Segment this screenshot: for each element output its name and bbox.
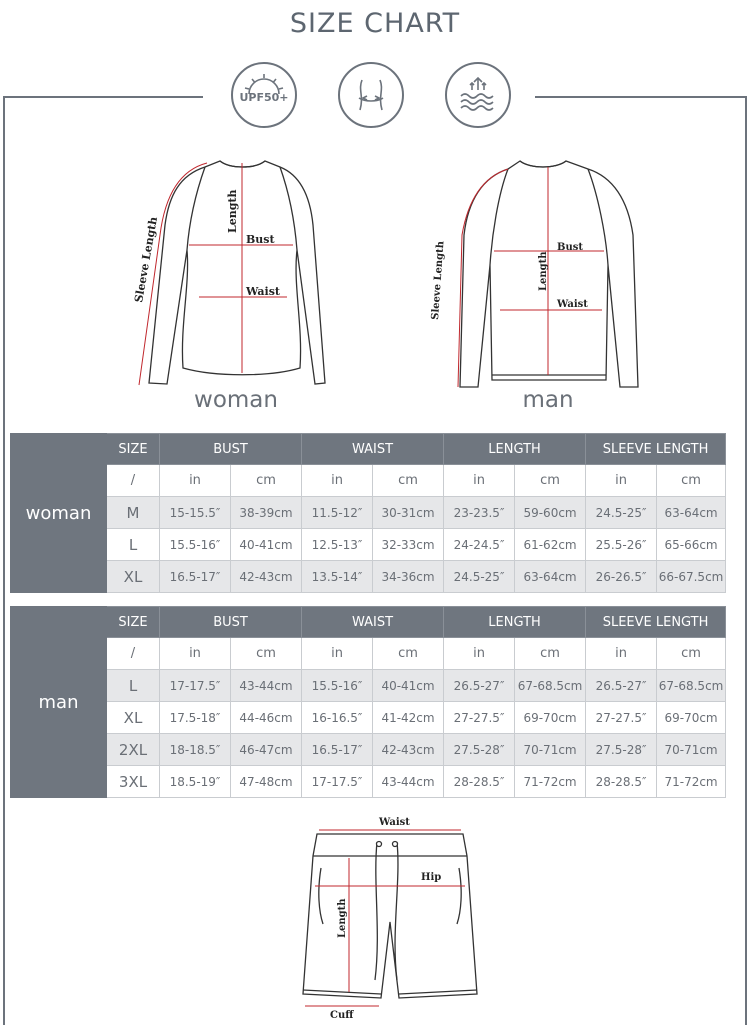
unit-cell: in bbox=[586, 465, 657, 497]
table-cell: 16-16.5″ bbox=[302, 702, 373, 734]
page-title: SIZE CHART bbox=[289, 8, 461, 39]
slim-fit-badge bbox=[338, 62, 404, 128]
table-cell: 34-36cm bbox=[373, 561, 444, 593]
table-cell: 71-72cm bbox=[515, 766, 586, 798]
unit-cell: / bbox=[107, 638, 160, 670]
size-cell: XL bbox=[107, 702, 160, 734]
table-cell: 40-41cm bbox=[231, 529, 302, 561]
table-cell: 23-23.5″ bbox=[444, 497, 515, 529]
table-cell: 43-44cm bbox=[373, 766, 444, 798]
unit-cell: cm bbox=[231, 638, 302, 670]
woman-group-label: woman bbox=[11, 434, 107, 593]
table-cell: 15.5-16″ bbox=[160, 529, 231, 561]
table-row bbox=[11, 702, 726, 734]
man-size-table bbox=[10, 606, 726, 798]
size-cell: 2XL bbox=[107, 734, 160, 766]
units-row bbox=[11, 638, 726, 670]
table-cell: 38-39cm bbox=[231, 497, 302, 529]
woman-caption: woman bbox=[194, 387, 278, 413]
size-cell: L bbox=[107, 670, 160, 702]
unit-cell: cm bbox=[373, 638, 444, 670]
table-cell: 70-71cm bbox=[515, 734, 586, 766]
shorts-length-label: Length bbox=[337, 898, 348, 938]
frame-left bbox=[3, 96, 5, 1025]
unit-cell: cm bbox=[515, 638, 586, 670]
table-cell: 17-17.5″ bbox=[160, 670, 231, 702]
unit-cell: in bbox=[302, 465, 373, 497]
unit-cell: in bbox=[586, 638, 657, 670]
table-cell: 63-64cm bbox=[657, 497, 726, 529]
unit-cell: / bbox=[107, 465, 160, 497]
upf50-sun-icon bbox=[233, 64, 295, 126]
frame-top-right bbox=[535, 96, 747, 98]
table-cell: 25.5-26″ bbox=[586, 529, 657, 561]
table-cell: 30-31cm bbox=[373, 497, 444, 529]
table-cell: 42-43cm bbox=[231, 561, 302, 593]
quick-dry-icon bbox=[447, 64, 509, 126]
table-cell: 63-64cm bbox=[515, 561, 586, 593]
table-cell: 24.5-25″ bbox=[444, 561, 515, 593]
table-cell: 69-70cm bbox=[657, 702, 726, 734]
size-cell: XL bbox=[107, 561, 160, 593]
woman-waist-label: Waist bbox=[246, 285, 280, 298]
frame-right bbox=[745, 96, 747, 1025]
table-cell: 59-60cm bbox=[515, 497, 586, 529]
unit-cell: cm bbox=[373, 465, 444, 497]
table-cell: 26.5-27″ bbox=[586, 670, 657, 702]
unit-cell: in bbox=[160, 465, 231, 497]
table-cell: 11.5-12″ bbox=[302, 497, 373, 529]
table-cell: 32-33cm bbox=[373, 529, 444, 561]
table-cell: 40-41cm bbox=[373, 670, 444, 702]
woman-sleeve-length-label: Sleeve Length bbox=[132, 215, 161, 304]
header-length: LENGTH bbox=[444, 607, 586, 638]
table-row bbox=[11, 734, 726, 766]
table-cell: 41-42cm bbox=[373, 702, 444, 734]
table-cell: 61-62cm bbox=[515, 529, 586, 561]
table-cell: 27-27.5″ bbox=[444, 702, 515, 734]
unit-cell: cm bbox=[657, 465, 726, 497]
header-length: LENGTH bbox=[444, 434, 586, 465]
woman-top-diagram bbox=[125, 155, 345, 390]
table-cell: 46-47cm bbox=[231, 734, 302, 766]
table-cell: 18-18.5″ bbox=[160, 734, 231, 766]
table-cell: 67-68.5cm bbox=[657, 670, 726, 702]
shorts-hip-label: Hip bbox=[421, 872, 442, 883]
table-row bbox=[11, 766, 726, 798]
table-row bbox=[11, 670, 726, 702]
man-top-diagram bbox=[428, 155, 648, 390]
size-cell: L bbox=[107, 529, 160, 561]
header-waist: WAIST bbox=[302, 607, 444, 638]
header-bust: BUST bbox=[160, 607, 302, 638]
table-cell: 70-71cm bbox=[657, 734, 726, 766]
shorts-waist-label: Waist bbox=[379, 817, 410, 828]
table-cell: 26.5-27″ bbox=[444, 670, 515, 702]
table-cell: 47-48cm bbox=[231, 766, 302, 798]
table-row bbox=[11, 561, 726, 593]
man-length-label: Length bbox=[538, 251, 549, 291]
table-cell: 44-46cm bbox=[231, 702, 302, 734]
table-cell: 43-44cm bbox=[231, 670, 302, 702]
table-cell: 27.5-28″ bbox=[586, 734, 657, 766]
upf50-text: UPF50+ bbox=[239, 91, 289, 104]
unit-cell: cm bbox=[657, 638, 726, 670]
table-cell: 27.5-28″ bbox=[444, 734, 515, 766]
table-cell: 69-70cm bbox=[515, 702, 586, 734]
table-cell: 26-26.5″ bbox=[586, 561, 657, 593]
header-sleeve-length: SLEEVE LENGTH bbox=[586, 607, 726, 638]
table-cell: 66-67.5cm bbox=[657, 561, 726, 593]
quick-dry-badge bbox=[445, 62, 511, 128]
table-cell: 15.5-16″ bbox=[302, 670, 373, 702]
table-cell: 27-27.5″ bbox=[586, 702, 657, 734]
table-cell: 13.5-14″ bbox=[302, 561, 373, 593]
unit-cell: cm bbox=[231, 465, 302, 497]
table-cell: 28-28.5″ bbox=[586, 766, 657, 798]
header-size: SIZE bbox=[107, 434, 160, 465]
upf50-badge bbox=[231, 62, 297, 128]
table-cell: 65-66cm bbox=[657, 529, 726, 561]
units-row bbox=[11, 465, 726, 497]
frame-top-left bbox=[3, 96, 203, 98]
table-cell: 24-24.5″ bbox=[444, 529, 515, 561]
man-caption: man bbox=[522, 387, 574, 413]
shorts-diagram bbox=[295, 812, 485, 1022]
unit-cell: in bbox=[444, 638, 515, 670]
header-waist: WAIST bbox=[302, 434, 444, 465]
header-sleeve-length: SLEEVE LENGTH bbox=[586, 434, 726, 465]
unit-cell: in bbox=[444, 465, 515, 497]
table-cell: 28-28.5″ bbox=[444, 766, 515, 798]
shorts-cuff-label: Cuff bbox=[330, 1010, 354, 1021]
size-cell: 3XL bbox=[107, 766, 160, 798]
table-row bbox=[11, 497, 726, 529]
table-cell: 12.5-13″ bbox=[302, 529, 373, 561]
woman-size-table bbox=[10, 433, 726, 593]
header-size: SIZE bbox=[107, 607, 160, 638]
unit-cell: in bbox=[302, 638, 373, 670]
man-group-label: man bbox=[11, 607, 107, 798]
man-waist-label: Waist bbox=[557, 299, 588, 310]
table-row bbox=[11, 529, 726, 561]
header-bust: BUST bbox=[160, 434, 302, 465]
woman-length-label: Length bbox=[226, 189, 239, 233]
slim-fit-waist-icon bbox=[340, 64, 402, 126]
table-cell: 18.5-19″ bbox=[160, 766, 231, 798]
table-cell: 71-72cm bbox=[657, 766, 726, 798]
size-cell: M bbox=[107, 497, 160, 529]
table-cell: 16.5-17″ bbox=[160, 561, 231, 593]
unit-cell: in bbox=[160, 638, 231, 670]
table-cell: 16.5-17″ bbox=[302, 734, 373, 766]
table-cell: 15-15.5″ bbox=[160, 497, 231, 529]
table-cell: 24.5-25″ bbox=[586, 497, 657, 529]
table-cell: 17-17.5″ bbox=[302, 766, 373, 798]
unit-cell: cm bbox=[515, 465, 586, 497]
woman-bust-label: Bust bbox=[246, 233, 275, 246]
table-cell: 67-68.5cm bbox=[515, 670, 586, 702]
man-sleeve-length-label: Sleeve Length bbox=[430, 240, 447, 321]
man-bust-label: Bust bbox=[557, 242, 583, 253]
table-cell: 17.5-18″ bbox=[160, 702, 231, 734]
table-cell: 42-43cm bbox=[373, 734, 444, 766]
